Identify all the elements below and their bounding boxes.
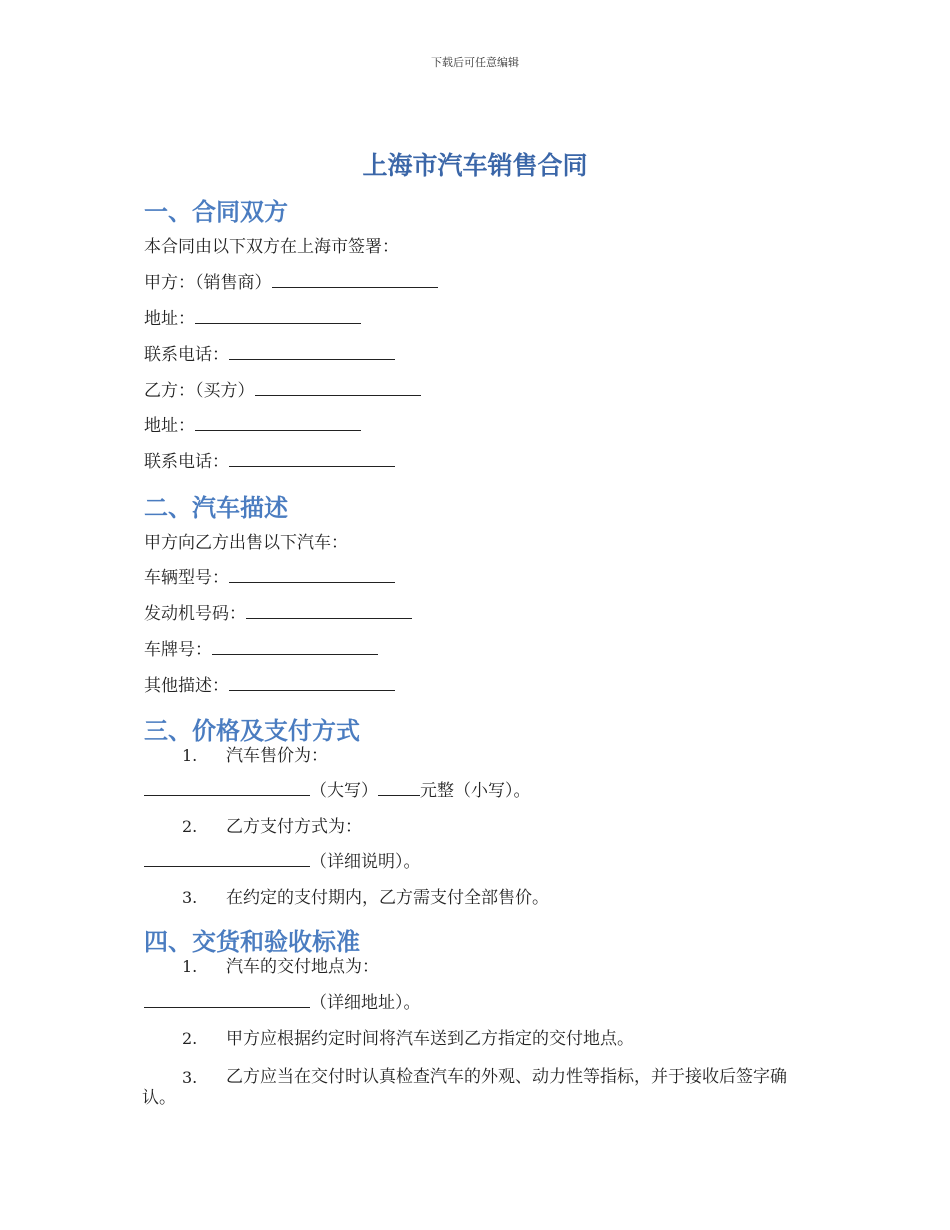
phone-b-blank[interactable] [229,451,395,467]
address-b-blank[interactable] [195,415,361,431]
party-b-label: 乙方：（买方） [144,381,255,401]
engine-line [144,603,412,625]
other-label: 其他描述： [144,676,229,696]
address-b-line [144,415,361,437]
model-label: 车辆型号： [144,568,229,588]
delivery-item-2-text: 甲方应根据约定时间将汽车送到乙方指定的交付地点。 [226,1029,634,1049]
document-title: 上海市汽车销售合同 [362,151,588,180]
payment-method-line [144,851,421,873]
phone-b-label: 联系电话： [144,452,229,472]
section-heading-vehicle: 二、汽车描述 [144,494,288,522]
plate-line [144,639,378,661]
payment-method-blank[interactable] [144,851,310,867]
section-heading-parties: 一、合同双方 [144,198,288,226]
price-number-blank[interactable] [378,780,420,796]
party-b-line [144,380,421,402]
party-a-blank[interactable] [272,272,438,288]
section-heading-payment: 三、价格及支付方式 [144,717,360,745]
address-a-line [144,308,361,330]
delivery-item-3-number: 3. [182,1068,198,1087]
vehicle-intro: 甲方向乙方出售以下汽车： [144,533,348,553]
price-line [144,780,531,802]
engine-label: 发动机号码： [144,604,246,624]
price-number-label: 元整（小写）。 [420,781,531,801]
price-words-label: （大写） [310,781,378,801]
delivery-address-blank[interactable] [144,992,310,1008]
phone-a-blank[interactable] [229,344,395,360]
delivery-item-3-continuation: 认。 [142,1088,176,1108]
payment-item-1-number: 1. [182,746,198,765]
address-a-blank[interactable] [195,308,361,324]
header-note: 下载后可任意编辑 [431,56,519,69]
payment-item-1-text: 汽车售价为： [226,746,328,766]
payment-item-2-number: 2. [182,817,198,836]
other-blank[interactable] [229,675,395,691]
phone-b-line [144,451,395,473]
address-b-label: 地址： [144,416,195,436]
payment-item-3-number: 3. [182,888,198,907]
delivery-address-line [144,992,421,1014]
parties-intro: 本合同由以下双方在上海市签署： [144,237,399,257]
engine-blank[interactable] [246,603,412,619]
model-line [144,567,395,589]
phone-a-label: 联系电话： [144,345,229,365]
address-a-label: 地址： [144,309,195,329]
delivery-item-1-text: 汽车的交付地点为： [226,957,379,977]
payment-method-label: （详细说明）。 [310,852,421,872]
party-a-label: 甲方：（销售商） [144,273,272,293]
delivery-address-label: （详细地址）。 [310,993,421,1013]
plate-blank[interactable] [212,639,378,655]
plate-label: 车牌号： [144,640,212,660]
party-a-line [144,272,438,294]
model-blank[interactable] [229,567,395,583]
payment-item-3-text: 在约定的支付期内，乙方需支付全部售价。 [226,888,549,908]
delivery-item-2-number: 2. [182,1029,198,1048]
delivery-item-3-text: 乙方应当在交付时认真检查汽车的外观、动力性等指标，并于接收后签字确 [226,1067,787,1087]
section-heading-delivery: 四、交货和验收标准 [144,928,360,956]
other-line [144,675,395,697]
phone-a-line [144,344,395,366]
payment-item-2-text: 乙方支付方式为： [226,817,362,837]
price-words-blank[interactable] [144,780,310,796]
delivery-item-1-number: 1. [182,957,198,976]
party-b-blank[interactable] [255,380,421,396]
